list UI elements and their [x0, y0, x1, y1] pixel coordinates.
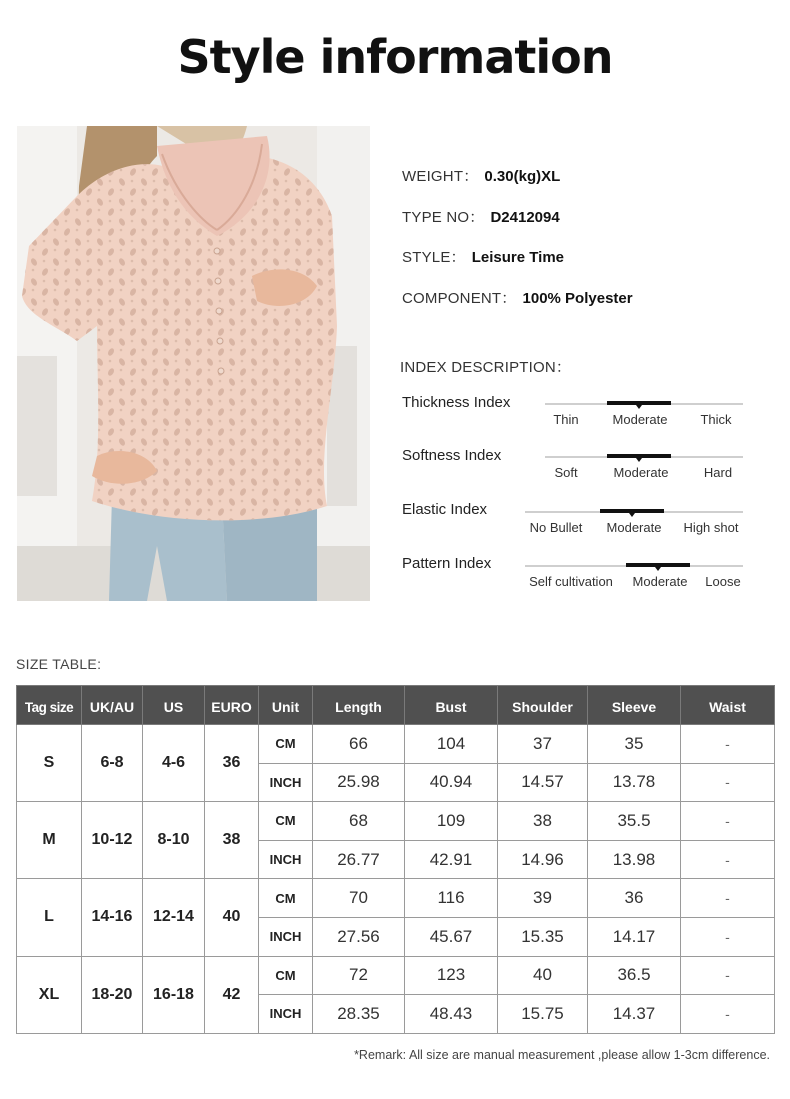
ukau-cell: 6-8: [82, 725, 143, 802]
scale-low-label: No Bullet: [529, 520, 583, 535]
index-description-title: INDEX DESCRIPTION：: [400, 359, 572, 376]
bust-cell: 104: [405, 725, 498, 764]
unit-cell: CM: [259, 725, 313, 764]
scale-pointer-icon: [636, 405, 642, 409]
header-length: Length: [313, 686, 405, 725]
tag-size-cell: M: [17, 802, 82, 879]
unit-cell: INCH: [259, 917, 313, 956]
scale-high-label: High shot: [683, 520, 739, 535]
header-bust: Bust: [405, 686, 498, 725]
scale-mid-label: Moderate: [612, 412, 668, 427]
shoulder-cell: 14.96: [498, 840, 588, 879]
scale-mid-label: Moderate: [632, 574, 688, 589]
size-table-title: SIZE TABLE:: [16, 656, 102, 672]
scale-low-label: Self cultivation: [529, 574, 613, 589]
bust-cell: 48.43: [405, 995, 498, 1034]
waist-cell: -: [681, 879, 775, 918]
unit-cell: CM: [259, 802, 313, 841]
table-row: [17, 879, 775, 918]
shoulder-cell: 39: [498, 879, 588, 918]
bust-cell: 109: [405, 802, 498, 841]
length-cell: 66: [313, 725, 405, 764]
weight-value: 0.30(kg)XL: [484, 168, 561, 185]
header-unit: Unit: [259, 686, 313, 725]
type-label: TYPE NO：: [402, 209, 485, 226]
blouse-illustration: [17, 126, 370, 601]
us-cell: 4-6: [143, 725, 205, 802]
sleeve-cell: 14.17: [588, 917, 681, 956]
component-value: 100% Polyester: [522, 290, 633, 307]
scale-low-label: Thin: [553, 412, 579, 427]
length-cell: 26.77: [313, 840, 405, 879]
shoulder-cell: 15.75: [498, 995, 588, 1034]
header-euro: EURO: [205, 686, 259, 725]
header-tag-size: Tag size: [17, 686, 82, 725]
sleeve-cell: 35.5: [588, 802, 681, 841]
unit-cell: INCH: [259, 840, 313, 879]
length-cell: 72: [313, 956, 405, 995]
unit-cell: CM: [259, 956, 313, 995]
length-cell: 27.56: [313, 917, 405, 956]
style-value: Leisure Time: [471, 249, 564, 266]
style-row: [402, 246, 564, 267]
header-waist: Waist: [681, 686, 775, 725]
table-row: [17, 802, 775, 841]
scale-pointer-icon: [655, 567, 661, 571]
waist-cell: -: [681, 802, 775, 841]
type-value: D2412094: [490, 209, 560, 226]
sleeve-cell: 36.5: [588, 956, 681, 995]
ukau-cell: 14-16: [82, 879, 143, 956]
waist-cell: -: [681, 840, 775, 879]
shoulder-cell: 40: [498, 956, 588, 995]
waist-cell: -: [681, 995, 775, 1034]
us-cell: 16-18: [143, 956, 205, 1033]
bust-cell: 116: [405, 879, 498, 918]
euro-cell: 36: [205, 725, 259, 802]
scale-high-label: Loose: [705, 574, 741, 589]
unit-cell: CM: [259, 879, 313, 918]
bust-cell: 42.91: [405, 840, 498, 879]
thickness-index-scale: [545, 400, 743, 430]
waist-cell: -: [681, 917, 775, 956]
header-shoulder: Shoulder: [498, 686, 588, 725]
shoulder-cell: 14.57: [498, 763, 588, 802]
weight-label: WEIGHT：: [402, 168, 479, 185]
thickness-index-label: Thickness Index: [402, 394, 511, 411]
softness-index-label: Softness Index: [402, 447, 502, 464]
scale-low-label: Soft: [554, 465, 578, 480]
size-table: [16, 685, 775, 1034]
bust-cell: 45.67: [405, 917, 498, 956]
scale-mid-label: Moderate: [613, 465, 669, 480]
us-cell: 8-10: [143, 802, 205, 879]
waist-cell: -: [681, 763, 775, 802]
ukau-cell: 18-20: [82, 956, 143, 1033]
softness-index-scale: [545, 453, 743, 483]
sleeve-cell: 13.98: [588, 840, 681, 879]
waist-cell: -: [681, 725, 775, 764]
scale-high-label: Thick: [700, 412, 732, 427]
scale-pointer-icon: [629, 513, 635, 517]
sleeve-cell: 13.78: [588, 763, 681, 802]
euro-cell: 38: [205, 802, 259, 879]
style-label: STYLE：: [402, 249, 466, 266]
tag-size-cell: L: [17, 879, 82, 956]
length-cell: 68: [313, 802, 405, 841]
tag-size-cell: S: [17, 725, 82, 802]
bust-cell: 123: [405, 956, 498, 995]
pattern-index-label: Pattern Index: [402, 555, 492, 572]
component-label: COMPONENT：: [402, 290, 517, 307]
bust-cell: 40.94: [405, 763, 498, 802]
page-title: Style information: [177, 30, 613, 84]
scale-mid-label: Moderate: [606, 520, 662, 535]
product-photo: [17, 126, 370, 601]
tag-size-cell: XL: [17, 956, 82, 1033]
scale-pointer-icon: [636, 458, 642, 462]
length-cell: 70: [313, 879, 405, 918]
elastic-index-label: Elastic Index: [402, 501, 488, 518]
length-cell: 25.98: [313, 763, 405, 802]
elastic-index-scale: [525, 508, 743, 538]
table-header-row: [17, 686, 775, 725]
unit-cell: INCH: [259, 763, 313, 802]
sleeve-cell: 35: [588, 725, 681, 764]
header-sleeve: Sleeve: [588, 686, 681, 725]
euro-cell: 40: [205, 879, 259, 956]
remark-note: *Remark: All size are manual measurement ,please allow 1-3cm difference.: [354, 1048, 770, 1062]
shoulder-cell: 37: [498, 725, 588, 764]
shoulder-cell: 38: [498, 802, 588, 841]
table-row: [17, 725, 775, 764]
table-row: [17, 956, 775, 995]
sleeve-cell: 14.37: [588, 995, 681, 1034]
component-row: [402, 287, 633, 308]
length-cell: 28.35: [313, 995, 405, 1034]
ukau-cell: 10-12: [82, 802, 143, 879]
pattern-index-scale: [525, 562, 743, 592]
header-us: US: [143, 686, 205, 725]
header-ukau: UK/AU: [82, 686, 143, 725]
unit-cell: INCH: [259, 995, 313, 1034]
us-cell: 12-14: [143, 879, 205, 956]
scale-high-label: Hard: [703, 465, 733, 480]
weight-row: [402, 165, 560, 186]
waist-cell: -: [681, 956, 775, 995]
type-row: [402, 206, 560, 227]
euro-cell: 42: [205, 956, 259, 1033]
shoulder-cell: 15.35: [498, 917, 588, 956]
sleeve-cell: 36: [588, 879, 681, 918]
